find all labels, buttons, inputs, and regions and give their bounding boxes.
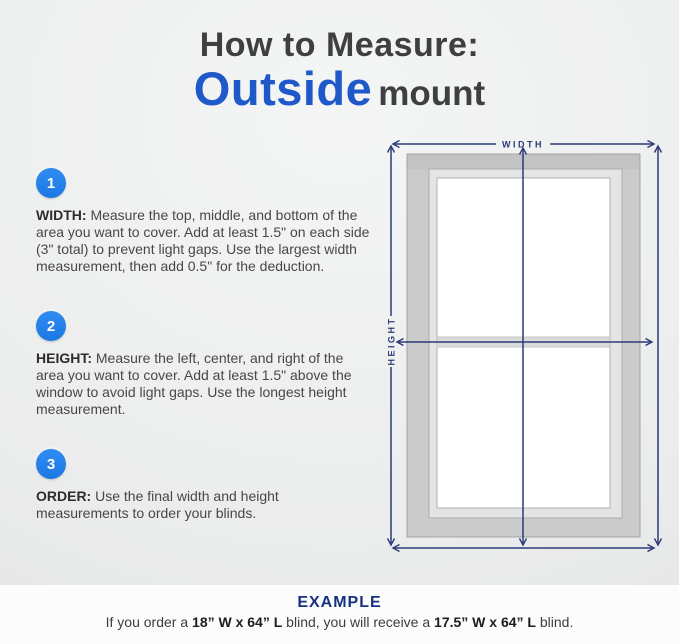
step-3-number: 3 (46, 455, 56, 473)
step-1-body: Measure the top, middle, and bottom of the area you want to cover. Add at least 1.5" on each side (3" total) to prevent light gaps. Use the largest width measurement, then add 0.5" for the deduction. (36, 207, 370, 274)
page-subtitle (0, 62, 679, 115)
mount-word: mount (378, 74, 486, 113)
window-measurement-diagram (380, 135, 672, 565)
width-label: WIDTH (502, 139, 544, 150)
page-title: How to Measure: (199, 26, 480, 64)
example-heading: EXAMPLE (297, 594, 382, 611)
example-middle: blind, you will receive a (282, 614, 435, 630)
example-order-size: 18” W x 64” L (192, 614, 283, 630)
example-sentence (0, 614, 679, 630)
step-2-text (36, 350, 372, 418)
window-diagram-svg (380, 135, 672, 565)
step-3-badge (36, 449, 66, 479)
mount-type-highlight: Outside (193, 62, 373, 115)
step-2-number: 2 (46, 317, 56, 335)
example-receive-size: 17.5” W x 64” L (434, 614, 536, 630)
height-label: HEIGHT (386, 316, 397, 366)
step-3-text (36, 488, 372, 522)
step-2-label: HEIGHT: (36, 350, 92, 366)
example-footer (0, 585, 679, 644)
step-1-badge (36, 168, 66, 198)
step-1-number: 1 (46, 174, 56, 192)
step-1-label: WIDTH: (36, 207, 87, 223)
step-3-body: Use the final width and height measurements to order your blinds. (36, 488, 279, 521)
example-suffix: blind. (535, 614, 574, 630)
title-block (0, 26, 679, 115)
step-1-text (36, 207, 372, 275)
step-width (36, 168, 372, 275)
example-prefix: If you order a (105, 614, 193, 630)
step-3-label: ORDER: (36, 488, 92, 504)
step-2-body: Measure the left, center, and right of the area you want to cover. Add at least 1.5" above the window to avoid light gaps. Use the longest height measurement. (36, 350, 352, 417)
step-2-badge (36, 311, 66, 341)
step-height (36, 311, 372, 418)
step-order (36, 449, 372, 522)
